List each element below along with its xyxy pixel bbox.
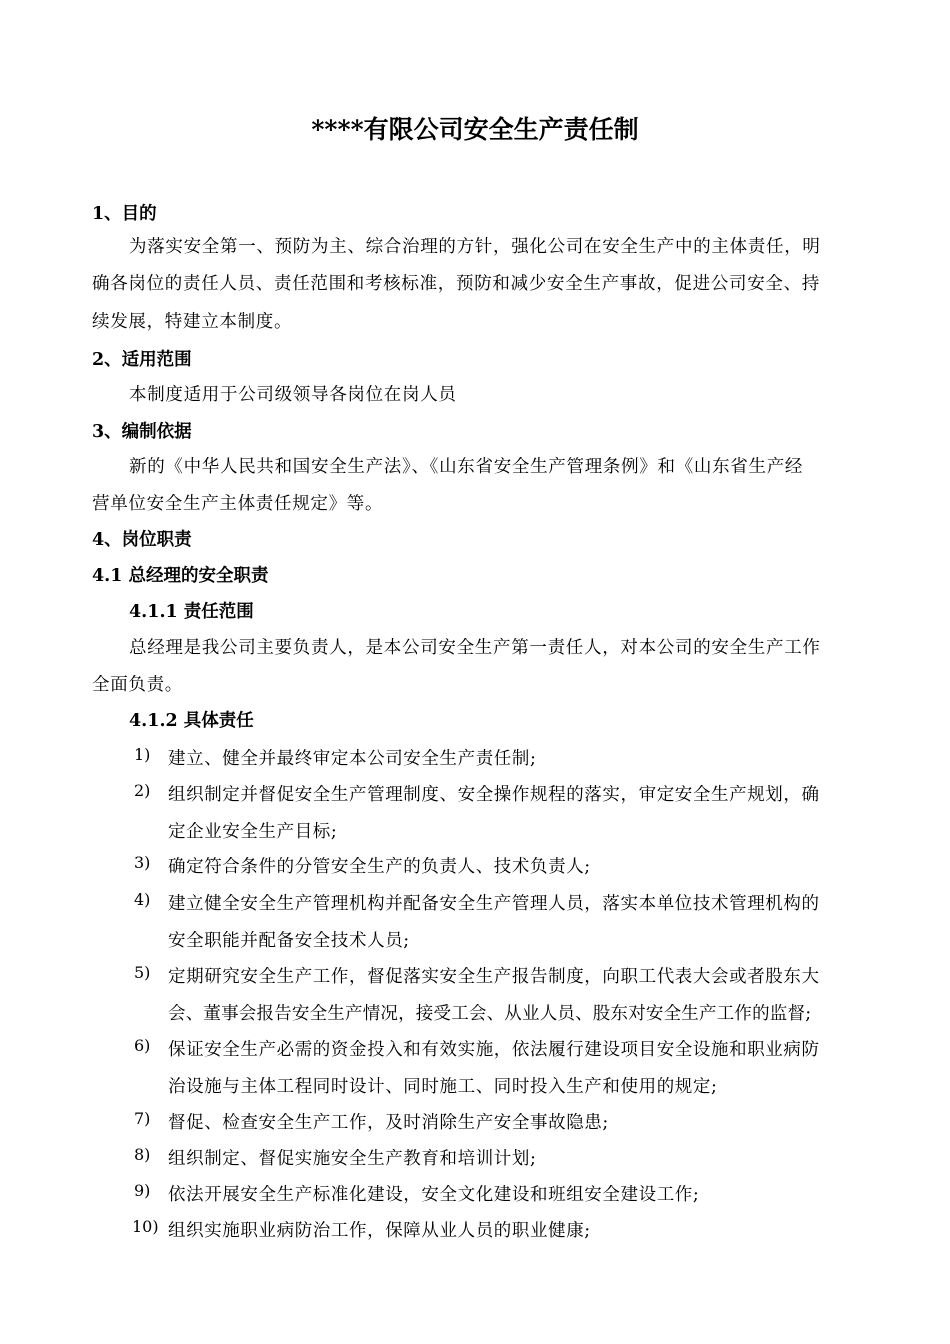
paragraph-line: 全面负责。: [92, 675, 183, 695]
list-item-number: 6): [134, 1036, 151, 1055]
list-item-text: 定期研究安全生产工作，督促落实安全生产报告制度，向职工代表大会或者股东大: [168, 967, 820, 987]
list-item-text: 确定符合条件的分管安全生产的负责人、技术负责人;: [168, 857, 591, 877]
list-item-number: 3): [134, 853, 151, 872]
list-item-text: 组织实施职业病防治工作，保障从业人员的职业健康;: [168, 1221, 591, 1241]
section-2-heading: 2、适用范围: [92, 350, 192, 370]
list-item-text: 建立、健全并最终审定本公司安全生产责任制;: [168, 749, 537, 769]
paragraph-line: 确各岗位的责任人员、责任范围和考核标准，预防和减少安全生产事故，促进公司安全、持: [92, 274, 820, 294]
list-item-number: 4): [134, 890, 151, 909]
list-item-number: 9): [134, 1181, 151, 1200]
document-title: ****有限公司安全生产责任制: [311, 115, 639, 144]
paragraph-line: 续发展，特建立本制度。: [92, 312, 293, 332]
list-item-text: 治设施与主体工程同时设计、同时施工、同时投入生产和使用的规定;: [168, 1077, 718, 1097]
section-4-1-2-heading: 4.1.2 具体责任: [129, 711, 254, 731]
section-4-1-heading: 4.1 总经理的安全职责: [92, 566, 269, 586]
list-item-text: 定企业安全生产目标;: [168, 822, 338, 842]
paragraph-line: 本制度适用于公司级领导各岗位在岗人员: [129, 385, 457, 405]
list-item-number: 1): [134, 745, 151, 764]
list-item-text: 建立健全安全生产管理机构并配备安全生产管理人员，落实本单位技术管理机构的: [168, 894, 820, 914]
paragraph-line: 为落实安全第一、预防为主、综合治理的方针，强化公司在安全生产中的主体责任，明: [129, 237, 821, 257]
section-1-paragraph: [92, 235, 862, 345]
list-item-text: 安全职能并配备安全技术人员;: [168, 931, 410, 951]
list-item-number: 5): [134, 963, 151, 982]
list-item-number: 10): [132, 1217, 159, 1236]
list-item-text: 保证安全生产必需的资金投入和有效实施，依法履行建设项目安全设施和职业病防: [168, 1040, 820, 1060]
list-item-text: 督促、检查安全生产工作，及时消除生产安全事故隐患;: [168, 1113, 609, 1133]
list-item-text: 组织制定并督促安全生产管理制度、安全操作规程的落实，审定安全生产规划，确: [168, 785, 820, 805]
list-item-number: 2): [134, 781, 151, 800]
list-item-text: 依法开展安全生产标准化建设，安全文化建设和班组安全建设工作;: [168, 1185, 700, 1205]
list-item-text: 会、董事会报告安全生产情况，接受工会、从业人员、股东对安全生产工作的监督;: [168, 1004, 812, 1024]
paragraph-line: 新的《中华人民共和国安全生产法》、《山东省安全生产管理条例》和《山东省生产经: [129, 457, 804, 477]
paragraph-line: 营单位安全生产主体责任规定》等。: [92, 494, 384, 514]
list-item-number: 8): [134, 1145, 151, 1164]
list-item-number: 7): [134, 1109, 151, 1128]
section-4-heading: 4、岗位职责: [92, 530, 192, 550]
section-3-heading: 3、编制依据: [92, 422, 192, 442]
list-item-text: 组织制定、督促实施安全生产教育和培训计划;: [168, 1149, 537, 1169]
paragraph-line: 总经理是我公司主要负责人，是本公司安全生产第一责任人，对本公司的安全生产工作: [129, 638, 821, 658]
section-4-1-1-heading: 4.1.1 责任范围: [129, 602, 254, 622]
section-1-heading: 1、目的: [92, 204, 157, 224]
